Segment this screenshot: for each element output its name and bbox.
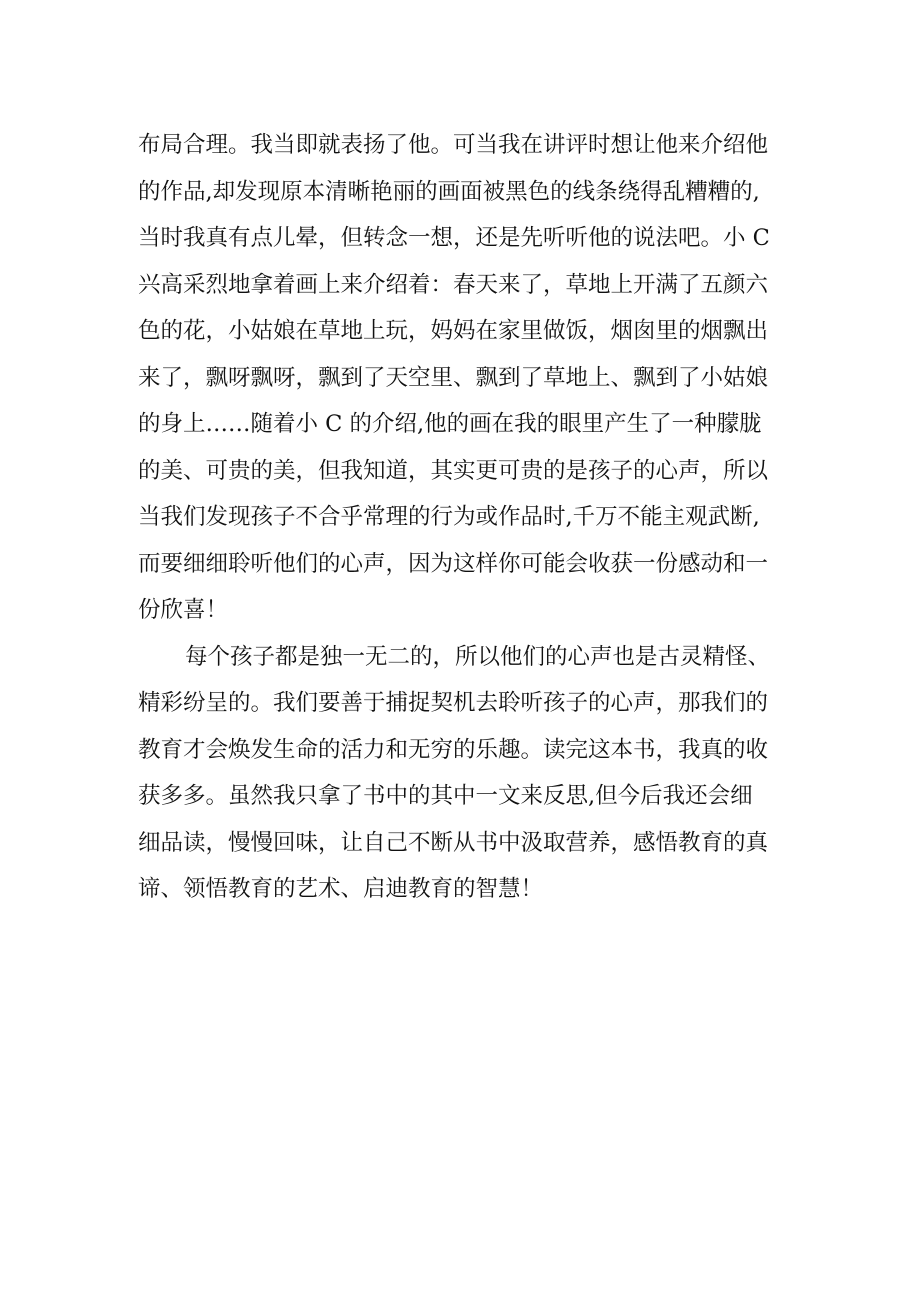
text-line: 当时我真有点儿晕，但转念一想，还是先听听他的说法吧。小 C <box>138 225 770 251</box>
text-line: 获多多。虽然我只拿了书中的其中一文来反思,但今后我还会细 <box>138 783 753 809</box>
text-line: 布局合理。我当即就表扬了他。可当我在讲评时想让他来介绍他 <box>138 132 769 158</box>
text-line: 当我们发现孩子不合乎常理的行为或作品时,千万不能主观武断, <box>138 504 760 530</box>
text-line: 份欣喜！ <box>138 597 229 623</box>
text-line: 每个孩子都是独一无二的，所以他们的心声也是古灵精怪、 <box>185 643 771 670</box>
text-line: 细品读，慢慢回味，让自己不断从书中汲取营养，感悟教育的真 <box>138 829 769 856</box>
text-line: 精彩纷呈的。我们要善于捕捉契机去聆听孩子的心声，那我们的 <box>138 690 769 716</box>
paragraph-2 <box>138 634 818 913</box>
text-line: 教育才会焕发生命的活力和无穷的乐趣。读完这本书，我真的收 <box>138 736 769 763</box>
text-line: 谛、领悟教育的艺术、启迪教育的智慧！ <box>138 876 544 902</box>
text-line: 来了，飘呀飘呀，飘到了天空里、飘到了草地上、飘到了小姑娘 <box>138 364 769 391</box>
paragraph-1 <box>138 122 818 634</box>
text-line: 兴高采烈地拿着画上来介绍着：春天来了，草地上开满了五颜六 <box>138 271 769 298</box>
text-line: 的身上……随着小 C 的介绍,他的画在我的眼里产生了一种朦胧 <box>138 411 762 437</box>
text-line: 的作品,却发现原本清晰艳丽的画面被黑色的线条绕得乱糟糟的, <box>138 178 760 205</box>
text-line: 而要细细聆听他们的心声，因为这样你可能会收获一份感动和一 <box>138 550 769 577</box>
text-line: 色的花，小姑娘在草地上玩，妈妈在家里做饭，烟囱里的烟飘出 <box>138 318 769 344</box>
body-text <box>138 122 818 913</box>
text-line: 的美、可贵的美，但我知道，其实更可贵的是孩子的心声，所以 <box>138 457 769 484</box>
